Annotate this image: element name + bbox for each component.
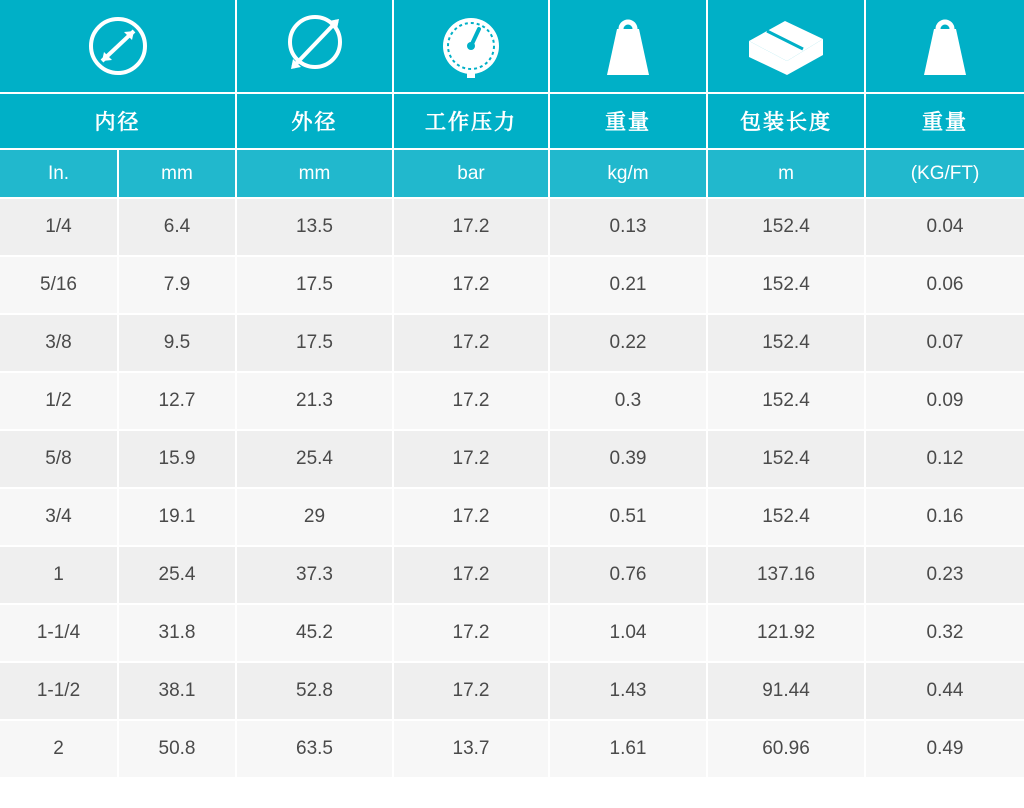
cell-weight-kg-per-m: 1.43 [549, 662, 707, 720]
cell-outer-diameter-mm: 45.2 [236, 604, 393, 662]
cell-outer-diameter-mm: 21.3 [236, 372, 393, 430]
cell-outer-diameter-mm: 25.4 [236, 430, 393, 488]
cell-outer-diameter-mm: 29 [236, 488, 393, 546]
cell-working-pressure-bar: 17.2 [393, 256, 549, 314]
cell-outer-diameter-mm: 17.5 [236, 314, 393, 372]
cell-weight-kg-per-ft: 0.04 [865, 198, 1024, 256]
weight-icon [865, 0, 1024, 93]
cell-weight-kg-per-m: 0.3 [549, 372, 707, 430]
cell-working-pressure-bar: 17.2 [393, 488, 549, 546]
cell-inner-diameter-mm: 50.8 [118, 720, 236, 777]
cell-weight-kg-per-ft: 0.06 [865, 256, 1024, 314]
table-row [0, 372, 1024, 430]
cell-inner-diameter-in: 5/8 [0, 430, 118, 488]
title-header-row [0, 93, 1024, 149]
cell-weight-kg-per-m: 1.61 [549, 720, 707, 777]
cell-weight-kg-per-m: 0.21 [549, 256, 707, 314]
column-unit-mm-outer: mm [236, 149, 393, 198]
icon-header-row [0, 0, 1024, 93]
cell-outer-diameter-mm: 37.3 [236, 546, 393, 604]
column-title-outer-diameter: 外径 [236, 93, 393, 149]
cell-weight-kg-per-ft: 0.07 [865, 314, 1024, 372]
cell-package-length-m: 60.96 [707, 720, 865, 777]
cell-inner-diameter-mm: 6.4 [118, 198, 236, 256]
column-unit-mm-inner: mm [118, 149, 236, 198]
cell-inner-diameter-mm: 38.1 [118, 662, 236, 720]
cell-inner-diameter-in: 3/8 [0, 314, 118, 372]
table-row [0, 662, 1024, 720]
cell-inner-diameter-mm: 15.9 [118, 430, 236, 488]
cell-working-pressure-bar: 17.2 [393, 662, 549, 720]
column-unit-bar: bar [393, 149, 549, 198]
cell-inner-diameter-in: 3/4 [0, 488, 118, 546]
table-row [0, 198, 1024, 256]
table-row [0, 546, 1024, 604]
column-unit-kg-per-m: kg/m [549, 149, 707, 198]
cell-weight-kg-per-m: 0.39 [549, 430, 707, 488]
cell-working-pressure-bar: 13.7 [393, 720, 549, 777]
cell-weight-kg-per-ft: 0.23 [865, 546, 1024, 604]
column-unit-kg-per-ft: (KG/FT) [865, 149, 1024, 198]
cell-weight-kg-per-ft: 0.16 [865, 488, 1024, 546]
table-row [0, 720, 1024, 777]
column-title-inner-diameter: 内径 [0, 93, 236, 149]
column-title-working-pressure: 工作压力 [393, 93, 549, 149]
cell-inner-diameter-mm: 31.8 [118, 604, 236, 662]
column-title-weight: 重量 [549, 93, 707, 149]
cell-package-length-m: 91.44 [707, 662, 865, 720]
cell-outer-diameter-mm: 13.5 [236, 198, 393, 256]
table-row [0, 488, 1024, 546]
column-title-weight-imperial: 重量 [865, 93, 1024, 149]
pressure-gauge-icon [393, 0, 549, 93]
column-title-package-length: 包装长度 [707, 93, 865, 149]
cell-package-length-m: 152.4 [707, 430, 865, 488]
column-unit-m: m [707, 149, 865, 198]
cell-inner-diameter-mm: 12.7 [118, 372, 236, 430]
cell-inner-diameter-in: 5/16 [0, 256, 118, 314]
column-unit-in: In. [0, 149, 118, 198]
cell-inner-diameter-in: 1-1/4 [0, 604, 118, 662]
cell-weight-kg-per-ft: 0.09 [865, 372, 1024, 430]
cell-weight-kg-per-m: 1.04 [549, 604, 707, 662]
cell-inner-diameter-in: 1/4 [0, 198, 118, 256]
cell-package-length-m: 152.4 [707, 198, 865, 256]
cell-weight-kg-per-m: 0.22 [549, 314, 707, 372]
cell-outer-diameter-mm: 52.8 [236, 662, 393, 720]
table-row [0, 314, 1024, 372]
cell-inner-diameter-in: 1/2 [0, 372, 118, 430]
cell-weight-kg-per-m: 0.13 [549, 198, 707, 256]
cell-weight-kg-per-m: 0.76 [549, 546, 707, 604]
inner-diameter-icon [0, 0, 236, 93]
cell-weight-kg-per-ft: 0.12 [865, 430, 1024, 488]
cell-working-pressure-bar: 17.2 [393, 430, 549, 488]
weight-icon [549, 0, 707, 93]
cell-inner-diameter-mm: 25.4 [118, 546, 236, 604]
cell-working-pressure-bar: 17.2 [393, 546, 549, 604]
cell-package-length-m: 152.4 [707, 488, 865, 546]
table-row [0, 256, 1024, 314]
table-row [0, 430, 1024, 488]
cell-weight-kg-per-ft: 0.32 [865, 604, 1024, 662]
cell-package-length-m: 137.16 [707, 546, 865, 604]
cell-working-pressure-bar: 17.2 [393, 604, 549, 662]
cell-weight-kg-per-m: 0.51 [549, 488, 707, 546]
cell-working-pressure-bar: 17.2 [393, 198, 549, 256]
cell-weight-kg-per-ft: 0.49 [865, 720, 1024, 777]
cell-weight-kg-per-ft: 0.44 [865, 662, 1024, 720]
cell-package-length-m: 121.92 [707, 604, 865, 662]
cell-inner-diameter-in: 1-1/2 [0, 662, 118, 720]
cell-package-length-m: 152.4 [707, 314, 865, 372]
cell-inner-diameter-in: 2 [0, 720, 118, 777]
cell-inner-diameter-mm: 7.9 [118, 256, 236, 314]
cell-package-length-m: 152.4 [707, 256, 865, 314]
package-box-icon [707, 0, 865, 93]
unit-header-row [0, 149, 1024, 198]
cell-inner-diameter-mm: 9.5 [118, 314, 236, 372]
cell-outer-diameter-mm: 17.5 [236, 256, 393, 314]
table-row [0, 604, 1024, 662]
cell-inner-diameter-mm: 19.1 [118, 488, 236, 546]
cell-working-pressure-bar: 17.2 [393, 372, 549, 430]
cell-outer-diameter-mm: 63.5 [236, 720, 393, 777]
cell-package-length-m: 152.4 [707, 372, 865, 430]
cell-inner-diameter-in: 1 [0, 546, 118, 604]
outer-diameter-icon [236, 0, 393, 93]
cell-working-pressure-bar: 17.2 [393, 314, 549, 372]
